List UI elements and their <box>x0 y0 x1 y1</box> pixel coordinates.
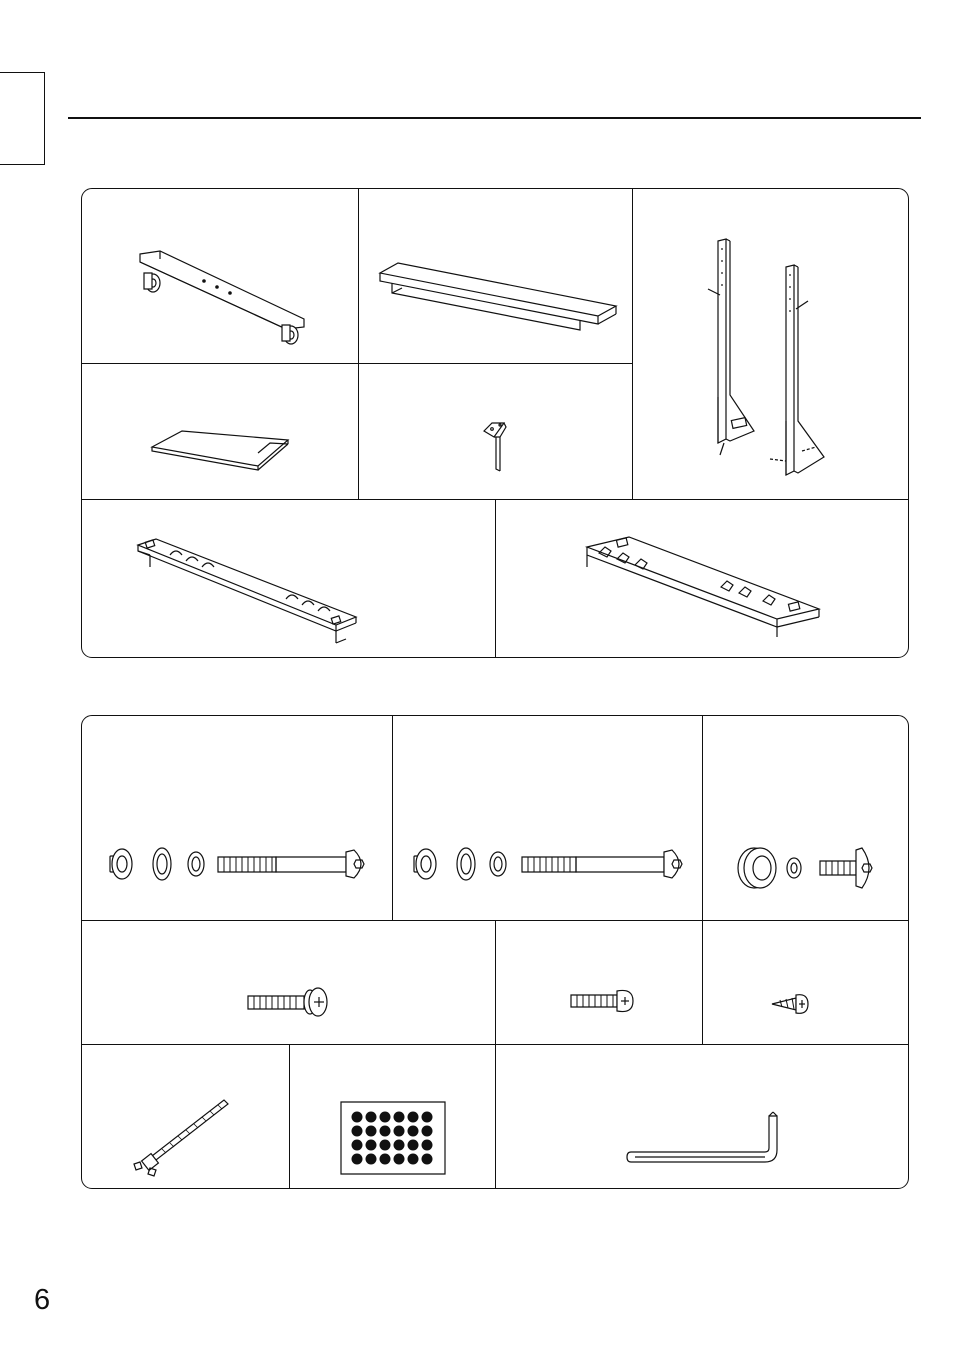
narrow-crossbar-icon <box>82 499 495 658</box>
wood-screw-icon <box>702 920 909 1044</box>
part-cell <box>82 189 358 363</box>
wide-crossbar-icon <box>495 499 909 658</box>
top-cover-bar-icon <box>358 189 632 363</box>
support-pillars-icon <box>632 189 909 499</box>
dot-sticker-sheet-icon <box>289 1044 495 1189</box>
part-cell <box>495 499 909 658</box>
flanged-screw-icon <box>82 920 495 1044</box>
long-bolt-set-a-icon <box>82 716 392 920</box>
accessory-cell <box>495 1044 909 1189</box>
base-leg-with-casters-icon <box>82 189 358 363</box>
cable-tie-icon <box>82 1044 289 1189</box>
long-bolt-set-b-icon <box>392 716 702 920</box>
part-cell <box>632 189 909 499</box>
part-cell <box>82 363 358 499</box>
part-cell <box>82 499 495 658</box>
accessory-cell <box>702 920 909 1044</box>
short-bolt-set-icon <box>702 716 909 920</box>
flat-cover-plate-icon <box>82 363 358 499</box>
side-tab <box>0 72 45 165</box>
accessories-panel <box>81 715 909 1189</box>
header-rule <box>68 117 921 119</box>
accessory-cell <box>289 1044 495 1189</box>
page-number: 6 <box>34 1284 51 1316</box>
parts-panel <box>81 188 909 658</box>
pan-head-screw-icon <box>495 920 702 1044</box>
part-cell <box>358 363 632 499</box>
accessory-cell <box>82 716 392 920</box>
accessory-cell <box>495 920 702 1044</box>
small-bracket-icon <box>358 363 632 499</box>
part-cell <box>358 189 632 363</box>
accessory-cell <box>702 716 909 920</box>
accessory-cell <box>82 1044 289 1189</box>
accessory-cell <box>82 920 495 1044</box>
hex-wrench-icon <box>495 1044 909 1189</box>
accessory-cell <box>392 716 702 920</box>
